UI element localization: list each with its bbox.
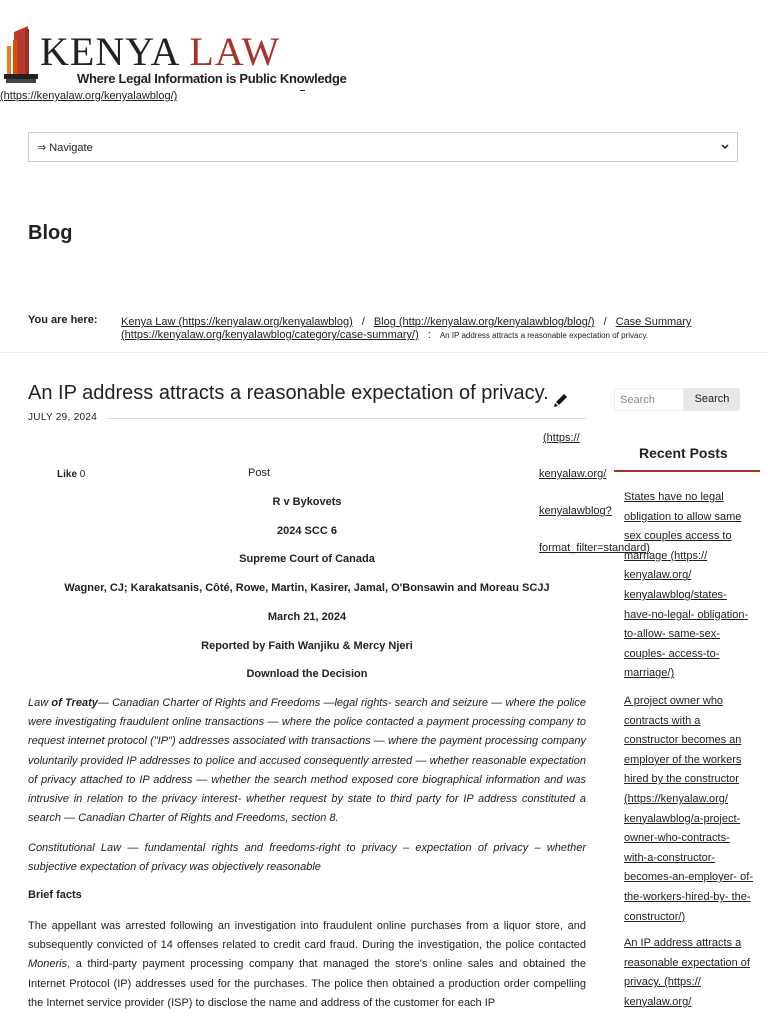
catchwords-law: Law — [28, 697, 52, 709]
recent-post-item[interactable] — [624, 488, 754, 684]
date-rule — [106, 418, 586, 419]
brief-facts-heading: Brief facts — [28, 889, 82, 901]
format-filter-link-line[interactable]: kenyalawblog? — [539, 505, 612, 517]
breadcrumb-blog-link[interactable]: Blog (http://kenyalaw.org/kenyalawblog/blog/) — [373, 316, 595, 328]
navigate-select-label: ⇒ Navigate — [37, 141, 93, 154]
recent-post-item[interactable] — [624, 692, 754, 927]
search-input[interactable]: Search — [614, 388, 684, 411]
navigate-select[interactable] — [28, 132, 738, 162]
catchwords-of-treaty: of Treaty — [51, 697, 98, 709]
search-button[interactable]: Search — [684, 388, 740, 411]
format-filter-link-line[interactable]: kenyalaw.org/ — [539, 468, 607, 480]
header-divider — [0, 352, 768, 353]
case-citation: 2024 SCC 6 — [277, 525, 337, 537]
site-tagline: Where Legal Information is Public Knowledge — [77, 71, 347, 86]
edit-pencil-icon[interactable] — [553, 390, 569, 408]
logo-law-word: LAW — [189, 29, 281, 74]
post-date: JULY 29, 2024 — [28, 412, 98, 423]
breadcrumb-separator: / — [361, 316, 365, 328]
case-court: Supreme Court of Canada — [239, 553, 375, 565]
recent-post-link[interactable]: States have no legal obligation to allow same sex couples access to marriage (https:// kenyalaw.org/ kenyalawblog/states- have-no-legal- obligation-to-allow- same-sex-couples- access-to-marriage/) — [624, 491, 749, 680]
case-judges: Wagner, CJ; Karakatsanis, Côté, Rowe, Martin, Kasirer, Jamal, O'Bonsawin and Moreau SCJJ — [64, 582, 550, 594]
chevron-down-icon — [721, 144, 729, 150]
case-name: R v Bykovets — [272, 496, 342, 508]
recent-post-link[interactable]: A project owner who contracts with a constructor becomes an employer of the workers hired by the constructor (https://kenyalaw.org/ kenyalawblog/a-project- owner-who-contracts- with-a-constructor- becomes-an-employer- of-the-workers-hired-by- the-constructor/) — [624, 695, 753, 923]
breadcrumb-case-summary-url[interactable]: (https://kenyalaw.org/kenyalawblog/category/case-summary/) — [121, 329, 419, 341]
recent-posts-rule — [614, 470, 760, 472]
like-count: 0 — [79, 469, 86, 480]
case-decision-date: March 21, 2024 — [267, 611, 347, 623]
kenya-law-logo-text[interactable] — [40, 28, 280, 76]
format-filter-link-line[interactable]: (https:// — [543, 432, 580, 444]
logo-kenya-word: KENYA — [40, 29, 179, 74]
breadcrumb-kenya-law-link[interactable]: Kenya Law (https://kenyalaw.org/kenyalawblog) — [121, 316, 353, 328]
tagline-underline — [300, 90, 305, 91]
breadcrumb-label: You are here: — [28, 314, 98, 326]
brief-facts-text-b: , a third-party payment processing company that managed the store's online sales and obtained the Internet Protocol (IP) addresses used for the purchases. The police then obtained a production order compelling the Internet service provider (ISP) to disclose the name and address of the customer for each IP — [28, 958, 586, 1009]
recent-post-link[interactable]: An IP address attracts a reasonable expectation of privacy. (https:// kenyalaw.org/ — [624, 937, 750, 1008]
breadcrumb-separator: / — [603, 316, 607, 328]
brief-facts-paragraph — [28, 917, 586, 1013]
catchwords-body: — Canadian Charter of Rights and Freedoms —legal rights- search and seizure — where the police were investigating fraudulent online transactions — where the police contacted a payment processing company to request internet protocol ("IP") addresses associated with transactions — where the payment processing company voluntarily provided IP addresses to police and accused consequently arrested — whether reasonable expectation of privacy attached to IP address — whether the search method exposed core biographical information and was intrusive in relation to the privacy interest- whether request by state to third party for IP address constituted a search — Canadian Charter of Rights and Freedoms, section 8. — [28, 697, 586, 825]
post-title: An IP address attracts a reasonable expectation of privacy. — [28, 382, 549, 404]
kenya-law-logo-icon — [4, 26, 40, 84]
post-share-button[interactable]: Post — [248, 467, 271, 479]
recent-post-item[interactable] — [624, 934, 754, 1012]
brief-facts-text-a: The appellant was arrested following an investigation into fraudulent online purchases from a liquor store, and subsequently convicted of 14 offenses related to credit card fraud. During the investigation, the police contacted — [28, 920, 586, 952]
reported-by: Reported by Faith Wanjiku & Mercy Njeri — [201, 640, 413, 652]
recent-posts-heading: Recent Posts — [639, 445, 728, 461]
download-decision-link[interactable]: Download the Decision — [246, 668, 368, 680]
like-button[interactable] — [57, 469, 85, 480]
like-label: Like — [57, 469, 78, 480]
breadcrumb-current: An IP address attracts a reasonable expectation of privacy. — [439, 331, 649, 340]
brief-facts-moneris: Moneris — [28, 958, 68, 971]
catchwords-paragraph — [28, 694, 586, 828]
format-filter-link-line[interactable]: format_filter=standard) — [539, 542, 650, 554]
breadcrumb-colon: : — [427, 329, 431, 341]
breadcrumb-case-summary-link[interactable]: Case Summary — [615, 316, 692, 328]
constitutional-paragraph: Constitutional Law — fundamental rights and freedoms-right to privacy – expectation of privacy – whether subjective expectation of privacy was objectively reasonable — [28, 842, 586, 874]
logo-home-link[interactable]: (https://kenyalaw.org/kenyalawblog/) — [0, 90, 178, 102]
page-heading: Blog — [28, 222, 73, 244]
